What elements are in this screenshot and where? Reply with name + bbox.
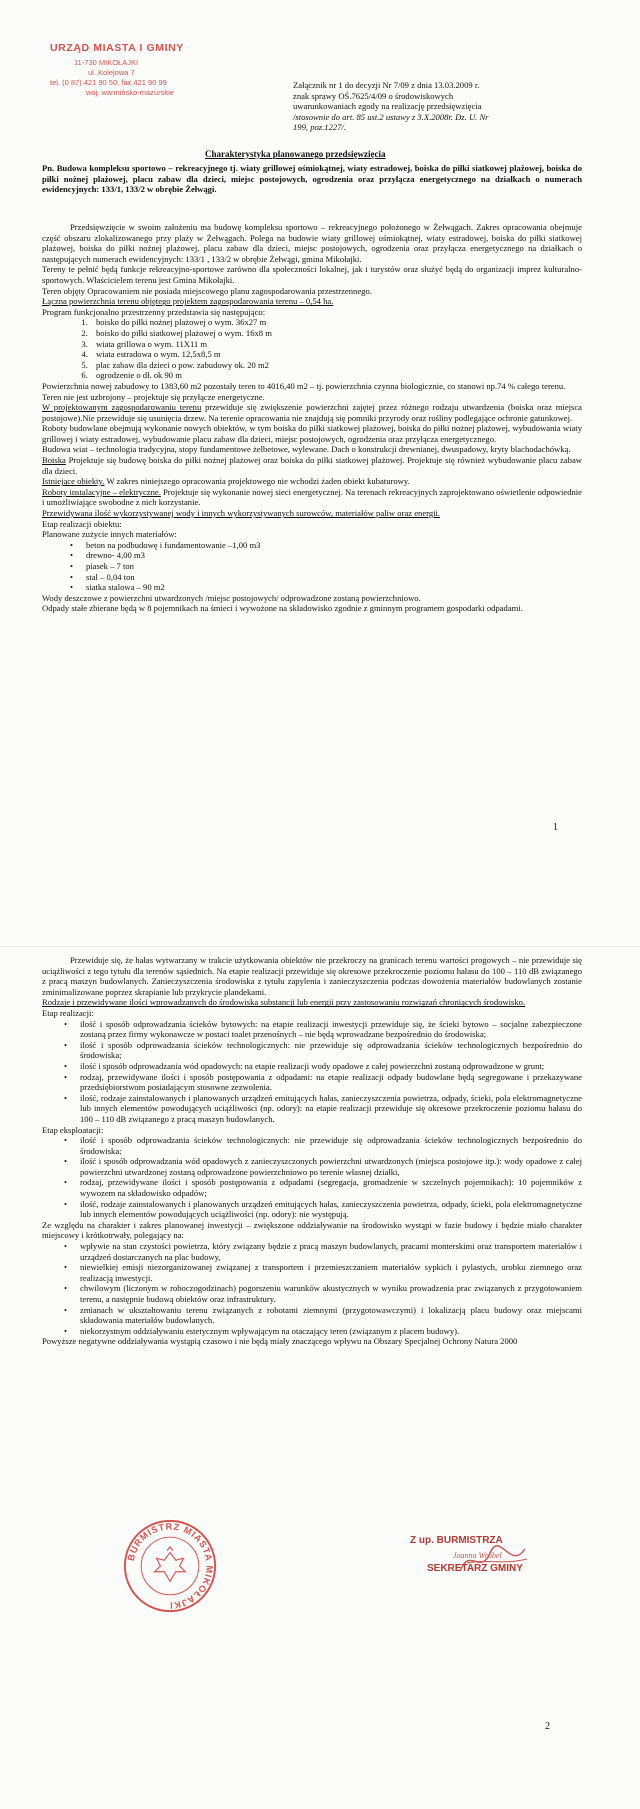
project-title-text: Pn. Budowa kompleksu sportowo – rekreacyjnego tj. wiaty grillowej ośmiokątnej, wiaty estradowej, boiska do piłki siatkowej plażowej, boiska do piłki nożnej plażowej, placu zabaw dla dzieci, miejsc postojowych, ogrodzenia oraz przyłącza energetycznego na działkach o numerach ewidencyjnych: 133/1, 133/2 w obrębie Żełwągi. [42,163,582,195]
paragraph: Etap eksploatacji: [42,1124,104,1135]
signature-stamp [395,1535,555,1595]
paragraph: Powierzchnia nowej zabudowy to 1383,60 m2 pozostały teren to 4016,40 m2 – tj. powierzchnia czynna biologicznie, co stanowi np.74 % całego terenu. [42,380,566,391]
paragraph: Program funkcjonalno przestrzenny przedstawia się następująco: [42,306,266,317]
paragraph: Rodzaje i przewidywane ilości wprowadzanych do środowiska substancji lub energii przy zastosowaniu rozwiązań chroniących środowisko. [42,997,526,1008]
office-stamp-line: ul. Kolejowa 7 [88,68,135,77]
paragraph: Teren nie jest uzbrojony – projektuje się przyłącze energetyczne. [42,391,265,402]
list-item: • siatka stalowa – 90 m2 [70,582,582,593]
paragraph-lead: W projektowanym zagospodarowaniu terenu [42,402,202,413]
list-item: 1. boisko do piłki nożnej plażowej o wym. 36x27 m [90,317,582,328]
list-item: • stal – 0,04 ton [70,572,582,583]
list-item: • chwilowym (liczonym w roboczogodzinach) pogorszeniu warunków akustycznych w wyniku prowadzenia prac związanych z przygotowaniem terenu, a następnie budową obiektów oraz infrastruktury. [64,1283,582,1304]
office-stamp-title: URZĄD MIASTA I GMINY [50,42,184,54]
paragraph: Teren objęty Opracowaniem nie posiada miejscowego planu zagospodarowania przestrzennego. [42,285,372,296]
document-heading: Charakterystyka planowanego przedsięwzięcia [205,149,386,159]
list-item: • zmianach w ukształtowaniu terenu związanych z robotami ziemnymi (przygotowawczymi) i lokalizacją placu budowy oraz miejscami składowania materiałów budowlanych. [64,1305,582,1326]
list-item: 2. boisko do piłki siatkowej plażowej o wym. 16x8 m [90,328,582,339]
paragraph [42,487,582,508]
paragraph-text: Projektuje się budowę boiska do piłki nożnej plażowej oraz boiska do piłki siatkowej plażowej. Projektuje się również wybudowanie placu zabaw dla dzieci. [42,455,582,476]
paragraph-lead: Roboty instalacyjne – elektryczne. [42,486,161,497]
signature-name: Joanna Wróbel [453,1551,502,1560]
paragraph: Przedsięwzięcie w swoim założeniu ma budowę kompleksu sportowo – rekreacyjnego położonego w Żełwągach. Zakres opracowania obejmuje część obszaru zlokalizowanego przy plaży w Żełwągach. Polega na budowie wiaty grillowej ośmiokątnej, wiaty estradowej, boiska do piłki siatkowej plażowej, boiska do piłki nożnej plażowej, placu zabaw dla dzieci, miejsc postojowych, ogrodzenia oraz przyłącza energetycznego na działkach o następujących numerach ewidencyjnych: 133/1 , 133/2 w obrębie Żełwągi, gmina Mikołajki. [42,222,582,264]
list-item: 3. wiata grillowa o wym. 11X11 m [90,339,582,350]
list-item: • niewielkiej emisji niezorganizowanej związanej z transportem i przemieszczaniem materiałów sypkich i pylastych, urobku ziemnego oraz realizacją inwestycji. [64,1262,582,1283]
list-item: 5. plac zabaw dla dzieci o pow. zabudowy ok. 20 m2 [90,360,582,371]
svg-text:BURMISTRZ MIASTA MIKOŁAJKI: BURMISTRZ MIASTA MIKOŁAJKI [125,1521,215,1611]
impacts-list [42,1241,582,1336]
list-item: • ilość i sposób odprowadzania wód opadowych z zanieczyszczonych powierzchni utwardzonych (miejsca postojowe itp.): wody opadowe z całej powierzchni utwardzonej zostaną odprowadzone powierzchniowo po terenie własnej działki, [64,1156,582,1177]
office-stamp-line: 11-730 MIKOŁAJKI [74,58,139,67]
annex-line: /stosownie do art. 85 ust.2 ustawy z 3.X.2008r. Dz. U. Nr [293,111,489,122]
list-item: • ilość i sposób odprowadzania wód opadowych: na etapie realizacji wody opadowe z całej powierzchni zostaną odprowadzone w grunt; [64,1061,582,1072]
paragraph: Planowane zużycie innych materiałów: [42,529,177,540]
paragraph: Roboty budowlane obejmują wykonanie nowych obiektów, w tym boiska do piłki siatkowej plażowej, boiska do piłki nożnej plażowej, wybudowania wiaty grillowej i wiaty estradowej, wybudowanie placu zabaw dla dzieci, miejsc postojowych, ogrodzenia oraz przyłącza energetycznego. [42,423,582,444]
paragraph: Odpady stałe zbierane będą w 8 pojemnikach na śmieci i wywożone na składowisko zgodnie z gminnym programem gospodarki odpadami. [42,603,523,614]
list-item: • niekorzystnym oddziaływaniu estetycznym wpływającym na otaczający teren (związanym z placem budowy). [64,1326,582,1337]
list-item: • beton na podbudowę i fundamentowanie –1,00 m3 [70,540,582,551]
page-number: 1 [553,822,558,833]
paragraph: Budowa wiat – technologia tradycyjna, stopy fundamentowe żelbetowe, wylewane. Dach o konstrukcji drewnianej, dwuspadowy, kryty blachodachówką. [42,444,571,455]
paragraph-lead: Boiska [42,455,66,466]
paragraph-lead: Istniejące obiekty. [42,476,105,487]
paragraph [42,402,582,423]
signature-title: SEKRETARZ GMINY [427,1563,523,1574]
page-number: 2 [545,1721,550,1732]
paragraph: Łączna powierzchnia terenu objętego projektem zagospodarowania terenu – 0,54 ha. [42,296,334,307]
paragraph: Etap realizacji obiektu: [42,518,122,529]
materials-list [42,540,582,593]
annex-line: uwarunkowaniach zgody na realizację przedsięwzięcia [293,101,482,112]
office-stamp-line: tel. (0 87) 421 90 50, fax 421 90 99 [50,78,167,87]
list-item: 4. wiata estradowa o wym. 12,5x8,5 m [90,349,582,360]
paragraph-text: W zakres niniejszego opracowania projektowego nie wchodzi żaden obiekt kubaturowy. [104,476,410,487]
official-seal [122,1518,218,1614]
annex-line: 199, poz.1227/. [293,122,346,133]
list-item: • ilość, rodzaje zainstalowanych i planowanych urządzeń emitujących hałas, zanieczyszczenia powietrza, odpady, ścieki, pola elektromagnetyczne lub innych elementów powodujących uciążliwości (np. odory): nie występują. [64,1199,582,1220]
list-item: 6. ogrodzenie o dł. ok 90 m [90,370,582,381]
list-item: • piasek – 7 ton [70,561,582,572]
paragraph: Przewiduje się, że hałas wytwarzany w trakcie użytkowania obiektów nie przekroczy na granicach terenu wartości progowych – nie przewiduje się uciążliwości z tego tytułu dla terenów sąsiednich. Na etapie realizacji przewiduje się okresowe przekroczenie poziomu hałasu do 100 – 110 dB związanego z pracą maszyn budowlanych. Zanieczyszczenia środowiska z tytułu zapylenia i zanieczyszczenia podczas dowożenia materiałów budowlanych zostanie zminimalizowane poprzez skrapianie lub przykrycie plandekami. [42,955,582,997]
handwritten-signature [455,1541,535,1581]
paragraph: Etap realizacji: [42,1007,94,1018]
annex-line: znak sprawy OŚ.7625/4/09 o środowiskowych [293,90,454,101]
list-item: • drewno- 4,00 m3 [70,550,582,561]
document-page-2 [0,946,640,1809]
paragraph: Przewidywana ilość wykorzystywanej wody i innych wykorzystywanych surowców, materiałów paliw oraz energii. [42,508,441,519]
operation-list [42,1135,582,1220]
paragraph: Wody deszczowe z powierzchni utwardzonych /miejsc postojowych/ odprowadzone zostaną powierzchniowo. [42,592,421,603]
paragraph [42,476,582,487]
list-item: • rodzaj, przewidywane ilości i sposób postępowania z odpadami: na etapie realizacji odpady budowlane będą segregowane i przekazywane przedsiębiorstwom posiadającym stosowne zezwolenia. [64,1072,582,1093]
paragraph [42,455,582,476]
project-title [42,163,582,195]
annex-line: Załącznik nr 1 do decyzji Nr 7/09 z dnia 13.03.2009 r. [293,80,480,90]
page1-body [42,222,582,614]
list-item: • rodzaj, przewidywane ilości i sposób postępowania z odpadami (segregacja, gromadzenie w szczelnych pojemnikach): 10 pojemników z wywozem na składowisko odpadów; [64,1177,582,1198]
signature-authority: Z up. BURMISTRZA [410,1535,503,1546]
annex-reference [293,80,563,133]
paragraph-text: Projektuje się wykonanie nowej sieci energetycznej. Na terenach rekreacyjnych zaprojektowano oświetlenie odpowiednie i umożliwiające swobodne z nich korzystanie. [42,486,582,508]
paragraph: Ze względu na charakter i zakres planowanej inwestycji – zwiększone oddziaływanie na środowisko wystąpi w fazie budowy i będzie miało charakter miejscowy i krótkotrwały, polegający na: [42,1219,582,1241]
list-item: • ilość, rodzaje zainstalowanych i planowanych urządzeń emitujących hałas, zanieczyszczenia powietrza, odpady, ścieki, pola elektromagnetyczne lub innych elementów powodujących uciążliwości (np. odory): na etapie realizacji przewiduje się okresowe przekroczenie poziomu hałasu do 100 – 110 dB związanego z pracą maszyn budowlanych. [64,1093,582,1125]
eagle-emblem-icon [155,1547,186,1582]
list-item: • ilość i sposób odprowadzania ścieków technologicznych: nie przewiduje się odprowadzania ścieków technologicznych bezpośrednio do środowiska; [64,1040,582,1061]
list-item: • ilość i sposób odprowadzania ścieków technologicznych: nie przewiduje się odprowadzania ścieków technologicznych bezpośrednio do środowiska; [64,1135,582,1156]
paragraph: Tereny te pełnić będą funkcje rekreacyjno-sportowe zarówno dla społeczności lokalnej, jak i turystów oraz służyć będą do organizacji imprez kulturalno-sportowych. Właścicielem terenu jest Gmina Mikołajki. [42,264,582,285]
paragraph-text: przewiduje się zwiększenie powierzchni zajętej przez różnego rodzaju utwardzenia (boiska oraz miejsca postojowe).Nie przewiduje się usunięcia drzew. Na terenie opracowania nie znajdują się pomniki przyrody oraz rośliny podlegające ochronie gatunkowej. [42,402,582,423]
list-item: • ilość i sposób odprowadzania ścieków bytowych: na etapie realizacji inwestycji przewiduje się, że ścieki bytowo – socjalne zabezpieczone zostaną przez firmy wykonawcze w postaci toalet przenośnych – nie będą wprowadzane bezpośrednio do środowiska; [64,1019,582,1040]
realization-list [42,1019,582,1125]
office-stamp-line: woj. warmińsko-mazurskie [86,88,174,97]
program-list [42,317,582,381]
page2-body [42,955,582,1347]
paragraph: Powyższe negatywne oddziaływania wystąpią czasowo i nie będą miały znaczącego wpływu na Obszary Specjalnej Ochrony Natura 2000 [42,1336,518,1347]
list-item: • wpływie na stan czystości powietrza, który związany będzie z pracą maszyn budowlanych, pracami monterskimi oraz transportem materiałów i urządzeń dostarczanych na plac budowy, [64,1241,582,1262]
